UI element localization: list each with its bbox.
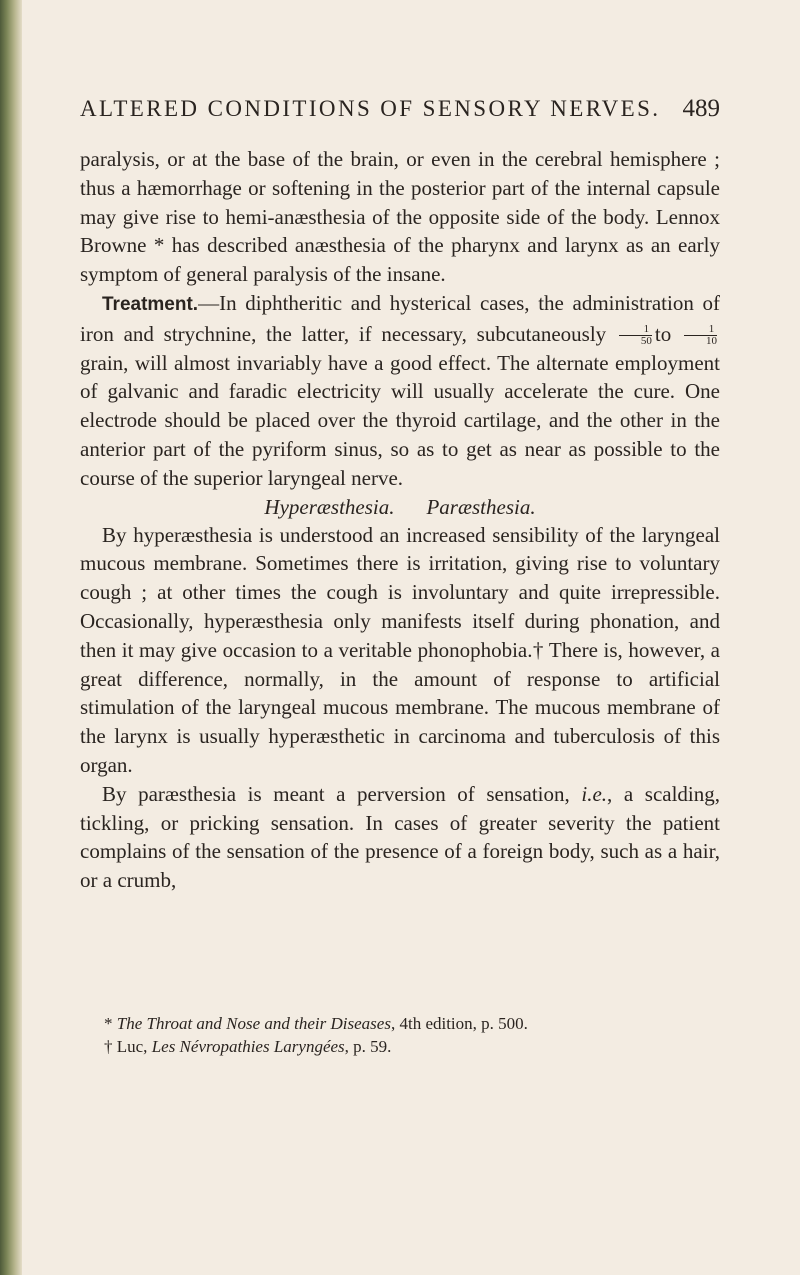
treatment-text-a: —In diphtheritic and hysterical cases, the administration of iron and strychnine, the latter, if necessary, subcutaneously [80,290,720,346]
treatment-text-b: grain, will almost invariably have a good effect. The alternate employment of galvanic and faradic electricity will usually accelerate the cure. One electrode should be placed over the thyroid cartilage, and the other in the anterior part of the pyriform sinus, so as to get as near as possible to the course of the superior laryngeal nerve. [80,350,720,490]
paragraph-treatment [80,289,720,493]
fraction-denominator: 50 [640,335,652,348]
page-number: 489 [682,95,720,122]
paragraph-paralysis: paralysis, or at the base of the brain, or even in the cerebral hemisphere ; thus a hæmorrhage or softening in the posterior part of the internal capsule may give rise to hemi-anæsthesia of the opposite side of the body. Lennox Browne * has described anæsthesia of the pharynx and larynx as an early symptom of general paralysis of the insane. [80,147,720,287]
section-title-hyperaesthesia: Hyperæsthesia. [264,494,395,519]
running-head [80,96,720,121]
footnote-2-author: Luc, [116,1037,148,1056]
footnote-1-mark: * [104,1014,113,1033]
paragraph-hyperaesthesia: By hyperæsthesia is understood an increased sensibility of the laryngeal mucous membrane. Sometimes there is irritation, giving rise to voluntary cough ; at other times the cough is involuntary and quite irrepressible. Occasionally, hyperæsthesia only manifests itself during phonation, and then it may give occasion to a veritable phonophobia.† There is, however, a great difference, normally, in the amount of response to artificial stimulation of the laryngeal mucous membrane. The mucous membrane of the larynx is usually hyperæsthetic in carcinoma and tuberculosis of this organ. [80,522,720,777]
running-head-title: ALTERED CONDITIONS OF SENSORY NERVES. [80,96,661,121]
section-title-paraesthesia: Paræsthesia. [426,494,536,519]
fraction-numerator: 1 [684,324,717,336]
treatment-heading: Treatment. [102,293,199,315]
body-text [80,145,720,895]
footnotes [104,1012,704,1058]
paraesthesia-text-a: By paræsthesia is meant a perversion of sensation, [102,781,570,806]
footnote-2-title: Les Névropathies Laryngées [151,1037,345,1056]
footnote-1 [104,1012,704,1035]
paraesthesia-text-b: , a scalding, tickling, or pricking sensation. In cases of greater severity the patient complains of the sensation of the presence of a foreign body, such as a hair, or a crumb, [80,781,721,893]
paragraph-paraesthesia [80,780,720,895]
footnote-1-rest: , 4th edition, p. 500. [390,1014,528,1033]
paraesthesia-ie: i.e. [581,781,608,806]
section-title [80,493,720,521]
footnote-2 [104,1035,704,1058]
footnote-2-rest: , p. 59. [344,1037,392,1056]
footnote-2-mark: † [104,1037,113,1056]
fraction-one-fiftieth [619,324,652,347]
fraction-one-tenth [684,324,717,347]
book-binding-edge [0,0,22,1275]
fraction-numerator: 1 [619,324,652,336]
treatment-to: to [654,321,672,346]
footnote-1-title: The Throat and Nose and their Diseases [116,1014,391,1033]
fraction-denominator: 10 [706,335,718,348]
book-page [80,0,720,1275]
